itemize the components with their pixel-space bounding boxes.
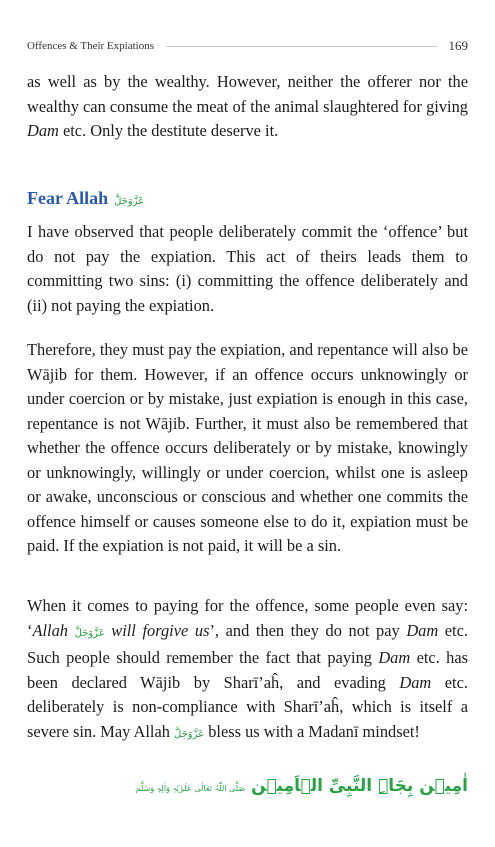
p1-text-a: as well as by the wealthy. However, neither the offerer nor the wealthy can consume the meat of the animal slaughtered for giving (27, 72, 468, 116)
p4-text-c: etc. Such people should remember the fact that paying (27, 620, 468, 667)
running-header-title: Offences & Their Expiations (27, 40, 154, 52)
paragraph-1 (27, 70, 468, 144)
p4-dam-2: Dam (378, 648, 411, 667)
p4-text-e: etc. deliberately is non-compliance with Sharī’aĥ, which is itself a severe sin. May Allah (27, 672, 468, 741)
section-title: Fear Allah (27, 188, 109, 208)
dua-text: اٰمِيۡن بِجَاہِ النَّبِیِّ الۡاَمِيۡن (251, 776, 468, 796)
section-heading (27, 188, 144, 209)
page-number: 169 (448, 38, 468, 53)
salawat-text: صَلَّی اللّٰہُ تَعَالٰی عَلَیۡہِ وَاٰلِہٖ وَسَلَّم (135, 784, 246, 793)
p4-allah: Allah (32, 620, 68, 640)
p1-dam: Dam (27, 121, 59, 140)
p4-text-b: ’, and then they do not pay (209, 620, 407, 640)
paragraph-2: I have observed that people deliberately commit the ‘offence’ but do not pay the expiation. This act of theirs leads them to committing two sins: (i) committing the offence deliberately and (ii) not paying the expiation. (27, 222, 468, 315)
p4-text-f: bless us with a Madanī mindset! (204, 721, 420, 741)
p4-dam-1: Dam (406, 620, 439, 640)
closing-supplication (136, 776, 468, 796)
honorific-inline-1: عَزَّوَجَلَّ (74, 627, 105, 639)
p4-will-forgive: will forgive us (104, 620, 210, 640)
paragraph-3: Therefore, they must pay the expiation, and repentance will also be Wājib for them. However, if an offence occurs unknowingly or under coercion or by mistake, just expiation is enough in this case, repentance is not Wājib. Further, it must also be remembered that whether the offence occurs deliberately or by mistake, knowingly or unknowingly, willingly or under coercion, whilst one is asleep or awake, unconscious or conscious and whether one commits the offence himself or causes someone else to do it, expiation must be paid. If the expiation is not paid, it will be a sin. (27, 340, 468, 555)
header-divider (166, 46, 437, 47)
running-header (27, 36, 468, 56)
honorific-inline-2: عَزَّوَجَلَّ (174, 728, 205, 740)
p4-text-a: When it comes to paying for the offence, some people even say: ‘ (27, 596, 468, 640)
paragraph-4 (27, 594, 468, 747)
p4-text-d: etc. has been declared Wājib by Sharī’aĥ, and evading (27, 648, 468, 692)
p4-dam-3: Dam (399, 672, 432, 692)
p1-text-b: etc. Only the destitute deserve it. (58, 121, 279, 140)
honorific-arabic: عَزَّوَجَلَّ (114, 196, 145, 207)
